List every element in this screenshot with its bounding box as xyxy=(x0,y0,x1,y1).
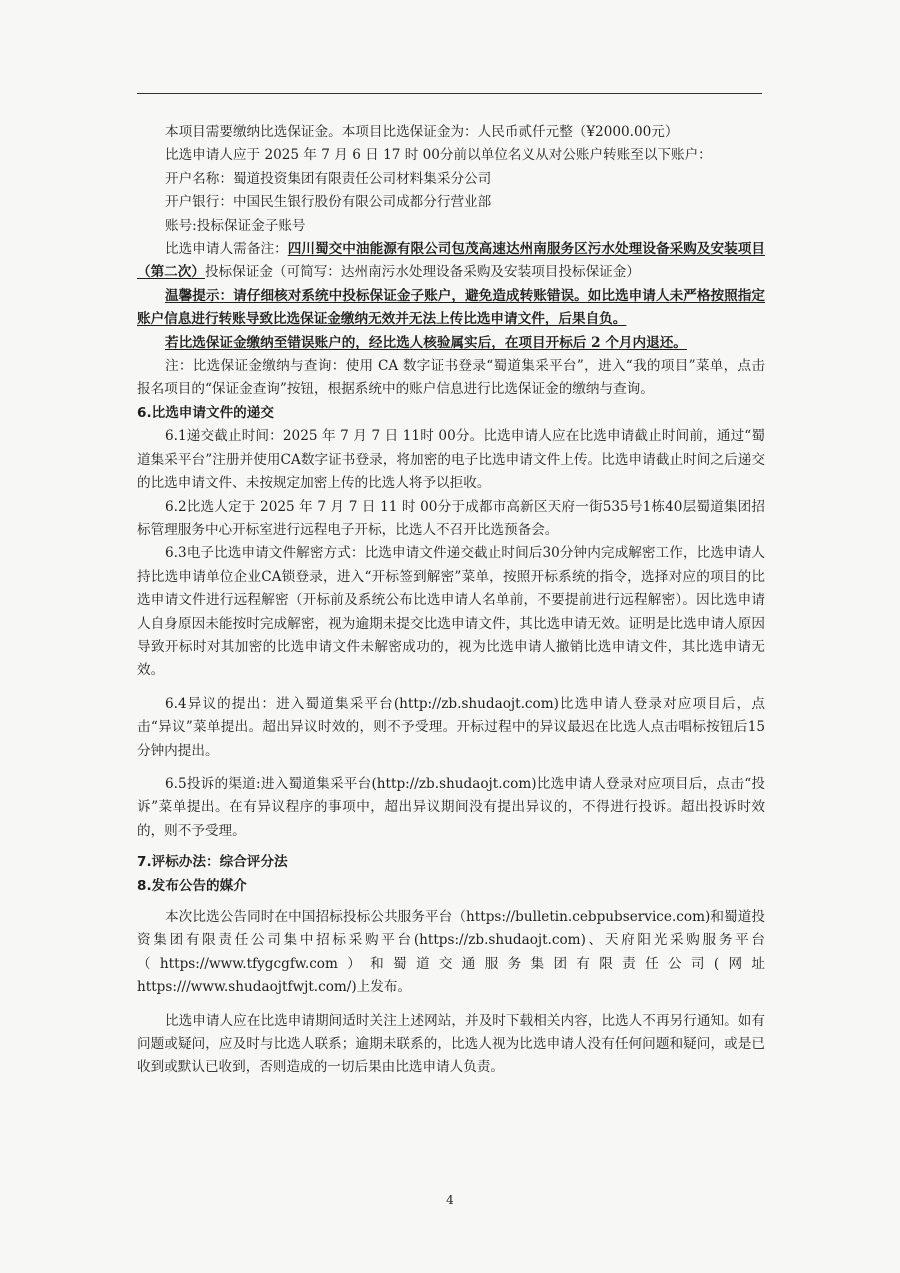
section-8-heading: 8.发布公告的媒介 xyxy=(137,877,247,894)
refund-text: 若比选保证金缴纳至错误账户的，经比选人核验属实后，在项目开标后 2 个月内退还。 xyxy=(165,334,687,351)
section-6-5: 6.5投诉的渠道:进入蜀道集采平台(http://zb.shudaojt.com)比选申请人登录对应项目后，点击“投诉”菜单提出。在有异议程序的事项中，超出异议期间没有提出异议的，不得进行投诉。超出投诉时效的，则不予受理。 xyxy=(137,775,765,839)
deposit-amount: 本项目需要缴纳比选保证金。本项目比选保证金为：人民币贰仟元整（¥2000.00元） xyxy=(165,124,679,140)
section-6-2: 6.2比选人定于 2025 年 7 月 7 日 11 时 00分于成都市高新区天府一街535号1栋40层蜀道集团招标管理服务中心开标室进行远程电子开标，比选人不召开比选预备会。 xyxy=(137,498,765,538)
transfer-note xyxy=(137,238,765,285)
header-rule xyxy=(137,93,762,94)
transfer-note-suffix: 投标保证金（可简写：达州南污水处理设备采购及安装项目投标保证金） xyxy=(204,264,640,281)
warning-text: 温馨提示：请仔细核对系统中投标保证金子账户，避免造成转账错误。如比选申请人未严格按照指定账户信息进行转账导致比选保证金缴纳无效并无法上传比选申请文件，后果自负。 xyxy=(137,287,765,328)
document-body xyxy=(137,121,765,1080)
section-6-3: 6.3电子比选申请文件解密方式：比选申请文件递交截止时间后30分钟内完成解密工作，比选申请人持比选申请单位企业CA锁登录，进入“开标签到解密”菜单，按照开标系统的指令，选择对应的项目的比选申请文件进行远程解密（开标前及系统公布比选申请人名单前，不要提前进行远程解密）。因比选申请人自身原因未能按时完成解密，视为逾期未提交比选申请文件，其比选申请无效。证明是比选申请人原因导致开标时对其加密的比选申请文件未解密成功的，视为比选申请人撤销比选申请文件，其比选申请无效。 xyxy=(137,545,765,679)
deposit-deadline: 比选申请人应于 2025 年 7 月 6 日 17 时 00分前以单位名义从对公账户转账至以下账户： xyxy=(165,147,712,164)
section-6-heading: 6.比选申请文件的递交 xyxy=(137,404,274,421)
project-name: 四川蜀交中油能源有限公司包茂高速达州南服务区污水处理设备采购及安装项目（第二次） xyxy=(137,241,766,281)
transfer-note-prefix: 比选申请人需备注： xyxy=(165,241,288,258)
deposit-query-note: 注：比选保证金缴纳与查询：使用 CA 数字证书登录“蜀道集采平台”，进入“我的项目”菜单，点击报名项目的“保证金查询”按钮，根据系统中的账户信息进行比选保证金的缴纳与查询。 xyxy=(137,358,765,398)
section-6-1: 6.1递交截止时间：2025 年 7 月 7 日 11时 00分。比选申请人应在比选申请截止时间前，通过“蜀道集采平台”注册并使用CA数字证书登录，将加密的电子比选申请文件上传。比选申请截止时间之后递交的比选申请文件、未按规定加密上传的比选人将予以拒收。 xyxy=(137,428,765,492)
account-bank: 开户银行：中国民生银行股份有限公司成都分行营业部 xyxy=(165,194,492,211)
section-8-notice: 比选申请人应在比选申请期间适时关注上述网站，并及时下载相关内容，比选人不再另行通知。如有问题或疑问，应及时与比选人联系；逾期未联系的，比选人视为比选申请人没有任何问题和疑问，或是已收到或默认已收到，否则造成的一切后果由比选申请人负责。 xyxy=(137,1012,765,1076)
section-6-4: 6.4异议的提出：进入蜀道集采平台(http://zb.shudaojt.com)比选申请人登录对应项目后，点击“异议”菜单提出。超出异议时效的，则不予受理。开标过程中的异议最迟在比选人点击唱标按钮后15分钟内提出。 xyxy=(137,695,765,759)
page-number: 4 xyxy=(446,1193,454,1207)
section-8-media: 本次比选公告同时在中国招标投标公共服务平台（https://bulletin.cebpubservice.com)和蜀道投资集团有限责任公司集中招标采购平台(https://zb.shudaojt.com)、天府阳光采购服务平台（https://www.tfygcgfw.com）和蜀道交通服务集团有限责任公司(网址https:///www.shudaojtfwjt.com/)上发布。 xyxy=(137,909,765,996)
section-7-heading: 7.评标办法：综合评分法 xyxy=(137,854,288,871)
account-name: 开户名称：蜀道投资集团有限责任公司材料集采分公司 xyxy=(165,170,492,187)
account-number: 账号:投标保证金子账号 xyxy=(165,217,306,234)
